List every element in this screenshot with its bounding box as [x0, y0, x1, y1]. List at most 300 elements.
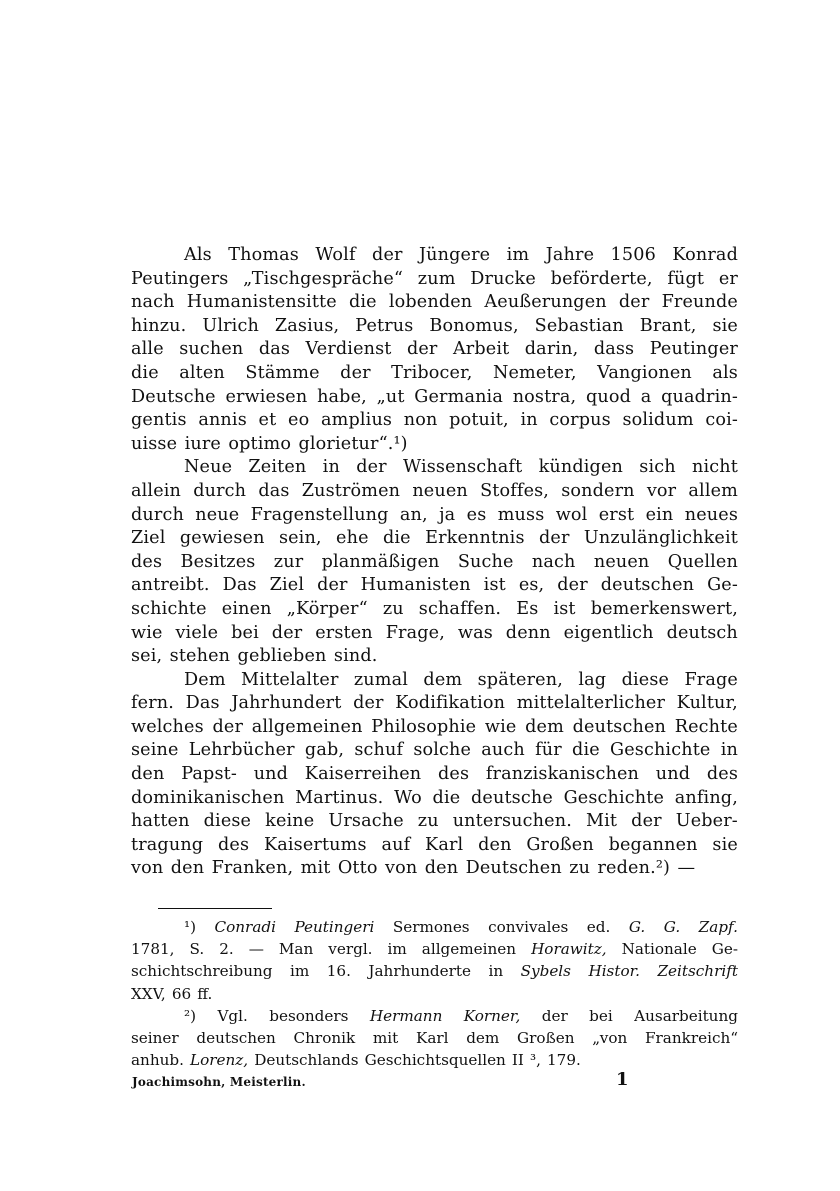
word: non: [403, 410, 438, 431]
word: Sybels: [520, 962, 571, 981]
footnote-line: [131, 960, 738, 982]
text-line: [131, 598, 738, 622]
word: Martinus.: [295, 787, 384, 808]
word: das: [258, 480, 290, 501]
word: Stämme: [245, 362, 320, 383]
word: 179.: [547, 1051, 581, 1070]
word: reden.²): [597, 858, 671, 879]
word: den: [170, 858, 205, 879]
word: einen: [221, 598, 272, 619]
word: nach: [531, 551, 576, 572]
word: Vgl.: [217, 1006, 248, 1025]
word: gewiesen: [179, 528, 265, 549]
word: Bonomus,: [429, 315, 519, 336]
text-line: [131, 810, 738, 834]
word: Verdienst: [305, 339, 392, 360]
word: Neue: [184, 457, 233, 478]
word: Ziel: [131, 528, 166, 549]
word: fern.: [131, 693, 175, 714]
word: Karl: [415, 1028, 449, 1047]
word: der: [353, 693, 384, 714]
word: Großen: [517, 1028, 575, 1047]
word: sondern: [561, 480, 635, 501]
word: nach: [131, 292, 175, 313]
signature-mark: Joachimsohn, Meisterlin.: [132, 1075, 306, 1089]
word: der: [406, 339, 438, 360]
word: sie: [712, 315, 738, 336]
word: es,: [518, 575, 545, 596]
word: der: [271, 622, 303, 643]
word: II: [511, 1051, 524, 1070]
word: diese: [621, 669, 670, 690]
word: hinzu.: [131, 315, 187, 336]
word: seine: [131, 740, 179, 761]
word: hatten: [131, 811, 190, 832]
word: der: [538, 528, 570, 549]
word: Zapf.: [698, 918, 738, 936]
word: Lehrbücher: [188, 740, 295, 761]
word: den: [424, 858, 459, 879]
text-line: [131, 622, 738, 646]
word: Quellen: [667, 551, 738, 572]
word: Zeitschrift: [657, 962, 738, 981]
word: solidum: [622, 410, 694, 431]
word: nicht: [691, 457, 738, 478]
word: solche: [413, 740, 472, 761]
word: Drucke: [470, 268, 536, 289]
word: zum: [417, 268, 456, 289]
word: allein: [131, 480, 182, 501]
word: des: [437, 764, 470, 785]
word: anfing,: [674, 787, 738, 808]
text-line: [131, 574, 738, 598]
body-text: [131, 244, 738, 881]
word: zur: [273, 551, 304, 572]
text-line: [131, 739, 738, 763]
word: Ulrich: [202, 315, 259, 336]
footnote-line: [131, 1027, 738, 1049]
word: corpus: [549, 410, 611, 431]
word: durch: [131, 504, 184, 525]
word: der: [631, 811, 662, 832]
word: gab,: [304, 740, 345, 761]
word: der: [618, 292, 650, 313]
text-line: [131, 244, 738, 268]
word: neue: [195, 504, 240, 525]
word: ist: [553, 598, 576, 619]
word: im: [290, 962, 310, 981]
word: Fragenstellung: [250, 504, 389, 525]
word: Deutschlands: [254, 1051, 359, 1070]
word: Großen: [526, 834, 594, 855]
word: was: [457, 622, 493, 643]
word: allem: [688, 480, 738, 501]
word: bei: [589, 1006, 613, 1025]
word: diese: [203, 811, 252, 832]
word: Frage: [684, 669, 738, 690]
word: geblieben: [237, 646, 327, 667]
word: Nemeter,: [492, 362, 577, 383]
text-line: [131, 456, 738, 480]
word: Peutingers: [131, 268, 229, 289]
word: Freunde: [661, 292, 738, 313]
word: fügt: [667, 268, 705, 289]
word: Unzulänglichkeit: [583, 528, 738, 549]
text-line: [131, 645, 738, 669]
text-line: [131, 362, 738, 386]
word: „Körper“: [286, 598, 368, 619]
word: wol: [555, 504, 588, 525]
page-number: 1: [616, 1069, 629, 1090]
text-line: [131, 433, 738, 457]
word: Kaiserreihen: [304, 764, 422, 785]
text-line: [131, 291, 738, 315]
word: uisse: [131, 433, 178, 454]
word: 1506: [610, 245, 656, 265]
word: Erkenntnis: [425, 528, 525, 549]
word: Peutingeri: [294, 918, 375, 936]
word: Stoffes,: [480, 480, 550, 501]
text-line: [131, 787, 738, 811]
word: ersten: [315, 622, 373, 643]
word: späteren,: [477, 669, 563, 690]
word: Chronik: [293, 1028, 356, 1047]
word: mittelalterlicher: [516, 693, 666, 714]
word: convivales: [488, 918, 569, 936]
word: des: [131, 551, 163, 572]
footnote-line: [131, 1005, 738, 1027]
word: in: [322, 457, 340, 478]
word: bemerkenswert,: [590, 598, 738, 619]
word: Horawitz,: [531, 940, 607, 959]
word: schichtschreibung: [131, 962, 273, 981]
word: dem: [423, 669, 463, 690]
word: Ge-: [707, 575, 738, 596]
word: und: [253, 764, 289, 785]
word: deutschen: [600, 575, 695, 596]
word: schaffen.: [418, 598, 502, 619]
word: suchen: [179, 339, 244, 360]
word: auf: [381, 834, 411, 855]
word: der: [541, 1006, 568, 1025]
word: ed.: [586, 918, 611, 936]
word: vor: [646, 480, 677, 501]
word: mit: [300, 858, 331, 879]
word: Tribocer,: [391, 362, 473, 383]
word: darin,: [524, 339, 579, 360]
word: in: [720, 740, 738, 761]
word: Jahrhundert: [231, 693, 342, 714]
word: Jahrhunderte: [368, 962, 471, 981]
word: planmäßigen: [321, 551, 440, 572]
footnote-line: [131, 938, 738, 960]
word: iure: [184, 433, 221, 454]
word: in: [488, 962, 504, 981]
word: die: [131, 362, 159, 383]
word: Kultur,: [676, 693, 738, 714]
word: der: [212, 716, 244, 737]
word: Mittelalter: [241, 669, 339, 690]
word: besonders: [269, 1006, 349, 1025]
word: von: [131, 858, 164, 879]
text-line: [131, 338, 738, 362]
word: franziskanischen: [485, 764, 639, 785]
word: mit: [372, 1028, 399, 1047]
word: S.: [189, 940, 205, 959]
word: von: [385, 858, 418, 879]
word: coi-: [705, 410, 738, 431]
text-line: [131, 315, 738, 339]
word: 66: [171, 984, 192, 1003]
word: es: [466, 504, 487, 525]
word: die: [572, 740, 600, 761]
word: des: [706, 764, 738, 785]
word: Geschichtsquellen: [364, 1051, 506, 1070]
word: der: [372, 245, 403, 265]
word: vergl.: [328, 940, 373, 959]
word: Als: [184, 245, 212, 265]
word: lag: [578, 669, 607, 690]
word: Ge-: [711, 940, 738, 959]
word: zumal: [353, 669, 409, 690]
word: in: [520, 410, 538, 431]
word: Jüngere: [418, 245, 491, 265]
word: Aeußerungen: [484, 292, 607, 313]
word: Hermann: [369, 1006, 443, 1025]
word: habe,: [317, 386, 367, 407]
word: zu: [569, 858, 591, 879]
word: Papst-: [181, 764, 237, 785]
word: 1781,: [131, 940, 175, 959]
word: Frankreich“: [645, 1028, 738, 1047]
word: ist: [483, 575, 506, 596]
footnotes: [131, 916, 738, 1071]
word: Mit: [585, 811, 618, 832]
word: erst: [598, 504, 635, 525]
word: Dem: [184, 669, 226, 690]
text-line: [131, 480, 738, 504]
word: Wo: [394, 787, 422, 808]
word: Man: [278, 940, 314, 959]
word: das: [258, 339, 291, 360]
word: seiner: [131, 1028, 179, 1047]
text-line: [131, 692, 738, 716]
word: Geschichte: [610, 740, 711, 761]
word: Otto: [337, 858, 378, 879]
word: deutschen: [572, 716, 667, 737]
word: Arbeit: [452, 339, 510, 360]
word: sich: [639, 457, 676, 478]
text-line: [131, 669, 738, 693]
word: anhub.: [131, 1051, 184, 1070]
word: eigentlich: [563, 622, 654, 643]
word: den: [478, 834, 512, 855]
word: deutsch: [666, 622, 738, 643]
word: Sermones: [392, 918, 470, 936]
word: quadrin-: [661, 386, 738, 407]
word: schuf: [354, 740, 404, 761]
word: Besitzes: [180, 551, 256, 572]
word: im: [506, 245, 530, 265]
word: Korner,: [463, 1006, 521, 1025]
word: —: [248, 940, 264, 959]
word: den: [131, 764, 165, 785]
word: als: [712, 362, 738, 383]
text-line: [131, 268, 738, 292]
word: neues: [684, 504, 738, 525]
word: gentis: [131, 410, 187, 431]
word: Ziel: [269, 575, 305, 596]
word: die: [432, 787, 461, 808]
word: ja: [439, 504, 456, 525]
word: wie: [131, 622, 163, 643]
word: Histor.: [588, 962, 641, 981]
word: tragung: [131, 834, 204, 855]
word: „von: [592, 1028, 628, 1047]
word: „Tischgespräche“: [243, 268, 404, 289]
text-line: [131, 857, 738, 881]
text-line: [131, 763, 738, 787]
word: Wolf: [315, 245, 356, 265]
word: allgemeinen: [421, 940, 517, 959]
word: an,: [399, 504, 428, 525]
word: 16.: [326, 962, 351, 981]
word: Ueber-: [675, 811, 738, 832]
word: muss: [497, 504, 545, 525]
word: deutsche: [471, 787, 553, 808]
word: Lorenz,: [190, 1051, 249, 1070]
word: lobenden: [388, 292, 473, 313]
word: optimo: [228, 433, 292, 454]
word: zu: [382, 598, 404, 619]
word: Deutsche: [131, 386, 216, 407]
word: erwiesen: [225, 386, 308, 407]
word: der: [356, 457, 387, 478]
word: Ausarbeitung: [634, 1006, 738, 1025]
word: der: [340, 362, 371, 383]
word: keine: [265, 811, 315, 832]
text-line: [131, 527, 738, 551]
word: Das: [222, 575, 257, 596]
word: Sebastian: [534, 315, 624, 336]
text-line: [131, 409, 738, 433]
word: eo: [288, 410, 310, 431]
word: ehe: [336, 528, 369, 549]
text-line: [131, 504, 738, 528]
word: et: [258, 410, 277, 431]
word: antreibt.: [131, 575, 210, 596]
word: Nationale: [621, 940, 697, 959]
word: Kodifikation: [395, 693, 506, 714]
word: Rechte: [674, 716, 738, 737]
word: Suche: [457, 551, 514, 572]
word: der: [317, 575, 348, 596]
word: Zasius,: [274, 315, 340, 336]
word: die: [382, 528, 411, 549]
word: ³,: [530, 1051, 541, 1070]
word: G.: [628, 918, 646, 936]
word: Frage,: [385, 622, 445, 643]
word: bei: [231, 622, 259, 643]
word: alle: [131, 339, 164, 360]
word: Brant,: [639, 315, 697, 336]
footnote-line: [131, 983, 738, 1005]
word: dem: [466, 1028, 500, 1047]
word: Petrus: [355, 315, 414, 336]
word: Humanisten: [360, 575, 471, 596]
word: welches: [131, 716, 204, 737]
word: durch: [193, 480, 247, 501]
word: viele: [175, 622, 219, 643]
text-line: [131, 551, 738, 575]
word: begannen: [608, 834, 698, 855]
word: nostra,: [512, 386, 577, 407]
word: dem: [525, 716, 564, 737]
word: Zuströmen: [301, 480, 401, 501]
footnote-line: [131, 1049, 738, 1071]
word: potuit,: [449, 410, 509, 431]
word: 2.: [219, 940, 234, 959]
word: amplius: [321, 410, 393, 431]
text-line: [131, 834, 738, 858]
word: neuen: [593, 551, 650, 572]
word: sie: [712, 834, 738, 855]
word: Franken,: [211, 858, 294, 879]
word: sind.: [333, 646, 378, 667]
word: Konrad: [672, 245, 738, 265]
word: zu: [417, 811, 439, 832]
word: ff.: [197, 984, 213, 1003]
word: dass: [593, 339, 635, 360]
word: Philosophie: [371, 716, 477, 737]
word: wie: [484, 716, 517, 737]
word: des: [218, 834, 250, 855]
word: für: [535, 740, 562, 761]
word: Es: [516, 598, 539, 619]
word: er: [718, 268, 738, 289]
word: sein,: [278, 528, 322, 549]
word: XXV,: [131, 984, 166, 1003]
word: beförderte,: [550, 268, 653, 289]
word: annis: [198, 410, 247, 431]
word: kündigen: [538, 457, 623, 478]
word: Thomas: [228, 245, 299, 265]
word: untersuchen.: [452, 811, 572, 832]
word: sei,: [131, 646, 163, 667]
word: der: [557, 575, 588, 596]
word: quod: [585, 386, 632, 407]
word: Peutinger: [649, 339, 738, 360]
word: deutschen: [196, 1028, 276, 1047]
text-line: [131, 716, 738, 740]
footnote-line: [131, 916, 738, 938]
word: glorietur“.¹): [298, 433, 408, 454]
word: die: [348, 292, 377, 313]
word: denn: [505, 622, 551, 643]
word: allgemeinen: [251, 716, 363, 737]
word: ¹): [184, 918, 197, 936]
word: —: [677, 858, 696, 879]
word: alten: [179, 362, 225, 383]
word: Conradi: [214, 918, 276, 936]
word: a: [640, 386, 652, 407]
footnote-divider: [158, 908, 272, 909]
word: stehen: [169, 646, 231, 667]
word: dominikanischen: [131, 787, 285, 808]
word: Jahre: [545, 245, 595, 265]
word: G.: [663, 918, 681, 936]
word: ²): [184, 1006, 197, 1025]
